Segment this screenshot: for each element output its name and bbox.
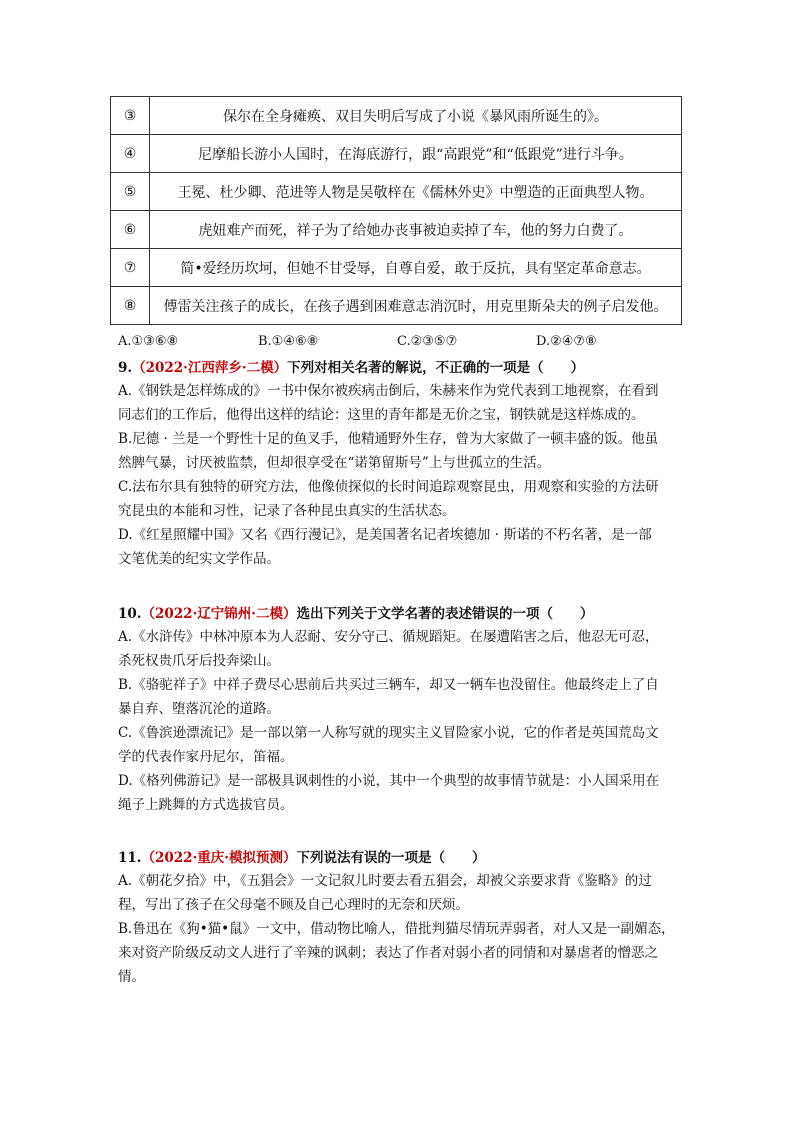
question-line: C.法布尔具有独特的研究方法，他像侦探似的长时间追踪观察昆虫，用观察和实验的方法研 (118, 479, 659, 495)
question-stem: 下列对相关名著的解说，不正确的一项是（ ） (287, 360, 585, 376)
question-line: 暴自弃、堕落沉沦的道路。 (118, 701, 280, 717)
question-line: A.《钢铁是怎样炼成的》一书中保尔被疾病击倒后，朱赫来作为党代表到工地视察，在看到 (118, 383, 659, 399)
row-statement: 王冕、杜少卿、范进等人物是吴敬梓在《儒林外史》中塑造的正面典型人物。 (150, 173, 682, 211)
row-number: ③ (111, 97, 150, 135)
table-row (111, 173, 682, 211)
q8-option-a: A.①③⑥⑧ (118, 334, 179, 349)
table-row (111, 97, 682, 135)
question-line: 情。 (118, 969, 145, 985)
q8-option-d: D.②④⑦⑧ (536, 334, 597, 349)
row-number: ④ (111, 135, 150, 173)
question-line: A.《水浒传》中林冲原本为人忍耐、安分守己、循规蹈矩。在屡遭陷害之后，他忍无可忍， (118, 629, 659, 645)
table-row (111, 249, 682, 287)
row-number: ⑤ (111, 173, 150, 211)
question-line: A.《朝花夕拾》中，《五猖会》一文记叙儿时要去看五猖会，却被父亲要求背《鉴略》的过 (118, 873, 652, 889)
question-line: B.《骆驼祥子》中祥子费尽心思前后共买过三辆车，却又一辆车也没留住。他最终走上了自 (118, 677, 659, 693)
question-10-heading (118, 603, 688, 625)
q8-option-c: C.②③⑤⑦ (397, 334, 458, 349)
question-line: B.鲁迅在《狗•猫•鼠》一文中，借动物比喻人，借批判猫尽情玩弄弱者，对人又是一副媚态， (118, 921, 675, 937)
table-row (111, 211, 682, 249)
question-9-body (118, 379, 688, 571)
question-10-body (118, 625, 688, 817)
statement-table (110, 96, 682, 325)
question-line: B.尼德 · 兰是一个野性十足的鱼叉手，他精通野外生存，曾为大家做了一顿丰盛的饭。他虽 (118, 431, 659, 447)
table-row (111, 135, 682, 173)
question-line: 究昆虫的本能和习性，记录了各种昆虫真实的生活状态。 (118, 503, 456, 519)
question-line: D.《格列佛游记》是一部极具讽刺性的小说，其中一个典型的故事情节就是：小人国采用在 (118, 773, 660, 789)
question-line: 学的代表作家丹尼尔，笛福。 (118, 749, 294, 765)
question-line: 同志们的工作后，他得出这样的结论：这里的青年都是无价之宝，钢铁就是这样炼成的。 (118, 407, 645, 423)
row-number: ⑥ (111, 211, 150, 249)
question-source: （2022·辽宁锦州·二模） (141, 606, 297, 622)
question-source: （2022·江西萍乡·二模） (132, 360, 288, 376)
question-source: （2022·重庆·模拟预测） (141, 850, 297, 866)
question-number: 10. (118, 606, 142, 622)
row-statement: 傅雷关注孩子的成长，在孩子遇到困难意志消沉时，用克里斯朵夫的例子启发他。 (150, 287, 682, 325)
row-statement: 保尔在全身瘫痪、双目失明后写成了小说《暴风雨所诞生的》。 (150, 97, 682, 135)
question-10 (118, 603, 688, 817)
table-row (111, 287, 682, 325)
question-line: D.《红星照耀中国》又名《西行漫记》，是美国著名记者埃德加 · 斯诺的不朽名著，是一部 (118, 527, 652, 543)
row-number: ⑦ (111, 249, 150, 287)
q8-options (118, 334, 698, 352)
question-line: 然脾气暴，讨厌被监禁，但却很享受在“诺第留斯号”上与世孤立的生活。 (118, 455, 551, 471)
question-line: 杀死权贵爪牙后投奔梁山。 (118, 653, 280, 669)
question-line: 文笔优美的纪实文学作品。 (118, 551, 280, 567)
row-statement: 简•爱经历坎坷，但她不甘受辱，自尊自爱，敢于反抗，具有坚定革命意志。 (150, 249, 682, 287)
question-9-heading (118, 357, 688, 379)
question-9 (118, 357, 688, 571)
question-11-body (118, 869, 688, 989)
question-stem: 下列说法有误的一项是（ ） (296, 850, 486, 866)
row-statement: 尼摩船长游小人国时，在海底游行，跟“高跟党”和“低跟党”进行斗争。 (150, 135, 682, 173)
row-statement: 虎妞难产而死，祥子为了给她办丧事被迫卖掉了车，他的努力白费了。 (150, 211, 682, 249)
row-number: ⑧ (111, 287, 150, 325)
question-line: 绳子上跳舞的方式选拔官员。 (118, 797, 294, 813)
question-line: C.《鲁滨逊漂流记》是一部以第一人称写就的现实主义冒险家小说，它的作者是英国荒岛文 (118, 725, 659, 741)
question-number: 9. (118, 360, 133, 376)
question-11-heading (118, 847, 688, 869)
question-number: 11. (118, 850, 142, 866)
question-line: 程，写出了孩子在父母毫不顾及自己心理时的无奈和厌烦。 (118, 897, 469, 913)
question-stem: 选出下列关于文学名著的表述错误的一项（ ） (296, 606, 594, 622)
question-line: 来对资产阶级反动文人进行了辛辣的讽刺；表达了作者对弱小者的同情和对暴虐者的憎恶之 (118, 945, 658, 961)
question-11 (118, 847, 688, 989)
q8-option-b: B.①④⑥⑧ (258, 334, 319, 349)
